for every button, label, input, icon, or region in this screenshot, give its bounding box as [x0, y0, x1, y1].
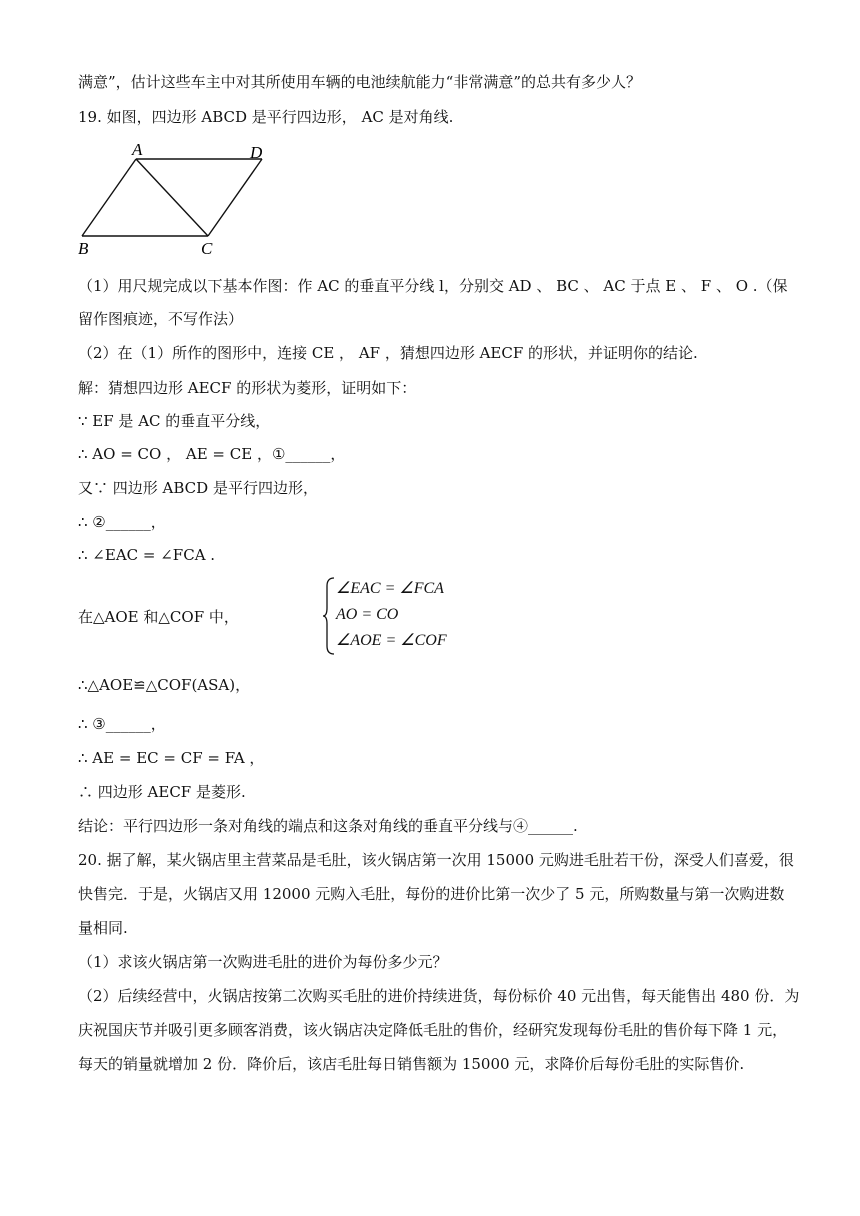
vertex-label-b: B [78, 239, 89, 258]
side-ab [82, 159, 136, 236]
question-20-part-1: （1）求该火锅店第一次购进毛肚的进价为每份多少元？ [78, 953, 448, 971]
system-row: ∠AOE = ∠COF [336, 632, 447, 649]
question-20-heading: 20. 据了解，某火锅店里主营菜品是毛肚，该火锅店第一次用 15000 元购进毛肚若干份，深受人们喜爱，很 [78, 851, 794, 869]
part-1-text: （1）用尺规完成以下基本作图：作 AC 的垂直平分线 l，分别交 AD 、 BC 、 AC 于点 E 、 F 、 O .（保 [78, 277, 788, 295]
part-2-text: （2）在（1）所作的图形中，连接 CE ， AF ，猜想四边形 AECF 的形状，并证明你的结论. [78, 344, 698, 362]
diagonal-ac [136, 159, 208, 236]
proof-line: 又∵ 四边形 ABCD 是平行四边形， [78, 479, 318, 497]
question-20-text: 量相同. [78, 919, 128, 937]
proof-line: ∴△AOE≌△COF(ASA)， [78, 676, 251, 694]
solution-intro: 解：猜想四边形 AECF 的形状为菱形，证明如下： [78, 379, 417, 397]
proof-line: ∵ EF 是 AC 的垂直平分线， [78, 412, 271, 430]
proof-line: ∴ AO = CO ， AE = CE ，①______， [78, 445, 346, 463]
proof-line: ∴ ②______， [78, 513, 166, 531]
parallelogram-figure [74, 140, 284, 264]
system-label: 在△AOE 和△COF 中， [78, 608, 239, 626]
conclusion-line: 结论：平行四边形一条对角线的端点和这条对角线的垂直平分线与④______. [78, 817, 578, 835]
proof-line: ∴ 四边形 AECF 是菱形. [78, 783, 246, 801]
left-brace-icon [322, 576, 336, 656]
proof-line: ∴ ∠EAC = ∠FCA . [78, 546, 216, 564]
system-row: AO = CO [336, 606, 399, 623]
vertex-label-a: A [132, 140, 143, 159]
parallelogram-diagram [74, 140, 284, 260]
proof-line: ∴ AE = EC = CF = FA ， [78, 749, 265, 767]
part-1-text-cont: 留作图痕迹，不写作法） [78, 310, 244, 328]
question-20-part-2: （2）后续经营中，火锅店按第二次购买毛肚的进价持续进货，每份标价 40 元出售，每天能售出 480 份．为 [78, 987, 800, 1005]
vertex-label-d: D [250, 143, 263, 162]
question-19-heading: 19. 如图，四边形 ABCD 是平行四边形， AC 是对角线. [78, 108, 454, 126]
proof-line: ∴ ③______， [78, 715, 166, 733]
question-20-part-2-cont: 庆祝国庆节并吸引更多顾客消费，该火锅店决定降低毛肚的售价，经研究发现每份毛肚的售价每下降 1 元， [78, 1021, 788, 1039]
side-dc [208, 159, 262, 236]
system-row: ∠EAC = ∠FCA [336, 580, 444, 597]
vertex-label-c: C [201, 239, 213, 258]
text-line: 满意”，估计这些车主中对其所使用车辆的电池续航能力“非常满意”的总共有多少人？ [78, 73, 642, 91]
question-20-text: 快售完．于是，火锅店又用 12000 元购入毛肚，每份的进价比第一次少了 5 元，所购数量与第一次购进数 [78, 885, 785, 903]
system-rows [336, 576, 447, 654]
question-20-part-2-cont: 每天的销量就增加 2 份．降价后，该店毛肚每日销售额为 15000 元，求降价后每份毛肚的实际售价. [78, 1055, 745, 1073]
